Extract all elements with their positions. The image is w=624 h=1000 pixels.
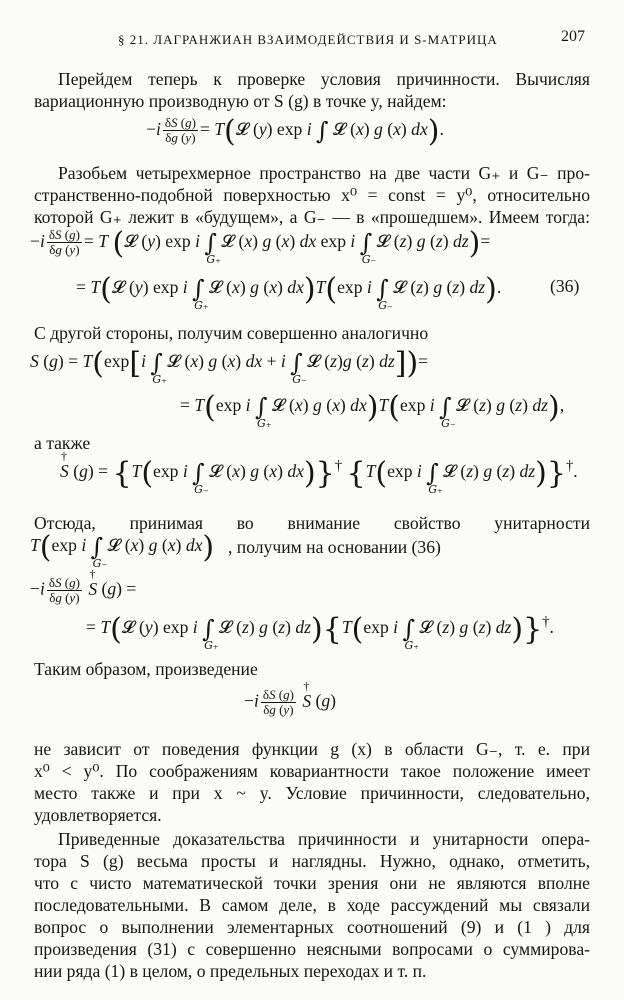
equation-inline-unitarity: T(exp i ∫ G₋ 𝓛 (x) g (x) dx): [30, 530, 215, 570]
paragraph-line: вопрос о выполнении элементарных соотношений (9) и (1 ) для: [34, 917, 590, 937]
equation-product: −i $\frac{\delta S (g)}{\delta g (y)}$ † S (g): [244, 688, 336, 717]
paragraph-line: Разобьем четырехмерное пространство на две части G₊ и G₋ про-: [58, 163, 590, 183]
paragraph-line: а также: [34, 433, 91, 453]
paragraph-line: x⁰ < y⁰. По соображениям ковариантности такое положение имеет: [34, 761, 590, 781]
paragraph-line: Отсюда, принимая во внимание свойство унитарности: [34, 513, 590, 533]
paragraph-line: удовлетворяется.: [34, 805, 162, 825]
equation-split-line-1: −i $\frac{\delta S (g)}{\delta g (y)}$ = T (𝓛 (y) exp i ∫ G₊ 𝓛 (x) g (x) dx exp i ∫ G₋ 𝓛 (z) g (z) dz)=: [30, 226, 491, 266]
paragraph-line: не зависит от поведения функции g (x) в области G₋, т. е. при: [34, 739, 590, 759]
paragraph-line: которой G₊ лежит в «будущем», а G₋ — в «прошедшем». Имеем тогда:: [34, 207, 590, 227]
paragraph-line: место также и при x ~ y. Условие причинности, следовательно,: [34, 783, 590, 803]
equation-product-line-2: = T(𝓛 (y) exp i ∫ G₊ 𝓛 (z) g (z) dz){T(exp i ∫ G₊ 𝓛 (z) g (z) dz)}†.: [86, 612, 554, 652]
paragraph-line: Таким образом, произведение: [34, 659, 258, 679]
paragraph-line: вариационную производную от S (g) в точке y, найдем:: [34, 91, 447, 111]
chapter-title: § 21. ЛАГРАНЖИАН ВЗАИМОДЕЙСТВИЯ И S-МАТРИЦА: [118, 32, 498, 47]
paragraph-line: странственно-подобной поверхностью x⁰ = const = y⁰, относительно: [34, 185, 590, 205]
paragraph-line: Приведенные доказательства причинности и унитарности опера-: [58, 829, 590, 849]
paragraph-line: Перейдем теперь к проверке условия причинности. Вычисляя: [58, 69, 590, 89]
equation-variational-derivative: −i $\frac{\delta S (g)}{\delta g (y)}$ = T(𝓛 (y) exp i ∫ 𝓛 (x) g (x) dx).: [146, 114, 444, 149]
paragraph-line: тора S (g) весьма просты и наглядны. Нужно, однако, отметить,: [34, 851, 590, 871]
paragraph-line: последовательными. В самом деле, в ходе рассуждений мы связали: [34, 895, 590, 915]
equation-s-matrix-line-1: S (g) = T(exp[i ∫ G₊ 𝓛 (x) g (x) dx + i ∫ G₋ 𝓛 (z)g (z) dz])=: [30, 346, 429, 386]
paragraph-line: , получим на основании (36): [228, 537, 441, 557]
paragraph-line: произведения (31) с совершенно неясными вопросами о суммирова-: [34, 939, 590, 959]
running-header: [0, 28, 624, 52]
paragraph-line: С другой стороны, получим совершенно аналогично: [34, 323, 429, 343]
equation-s-matrix-line-2: = T(exp i ∫ G₊ 𝓛 (x) g (x) dx)T(exp i ∫ G₋ 𝓛 (z) g (z) dz),: [180, 390, 565, 430]
equation-product-line-1: −i $\frac{\delta S (g)}{\delta g (y)}$ † S (g) =: [30, 576, 136, 605]
paragraph-line: нии ряда (1) в целом, о предельных переходах и т. п.: [34, 961, 427, 981]
equation-number: (36): [550, 276, 580, 296]
page-number: 207: [561, 28, 585, 45]
paragraph-line: что с чисто математической точки зрения они не являются вполне: [34, 873, 590, 893]
equation-s-dagger: † S (g) = {T(exp i ∫ G₋ 𝓛 (x) g (x) dx)}† {T(exp i ∫ G₊ 𝓛 (z) g (z) dz)}†.: [60, 456, 578, 491]
equation-split-line-2: = T(𝓛 (y) exp i ∫ G₊ 𝓛 (x) g (x) dx)T(exp i ∫ G₋ 𝓛 (z) g (z) dz).: [76, 272, 502, 312]
